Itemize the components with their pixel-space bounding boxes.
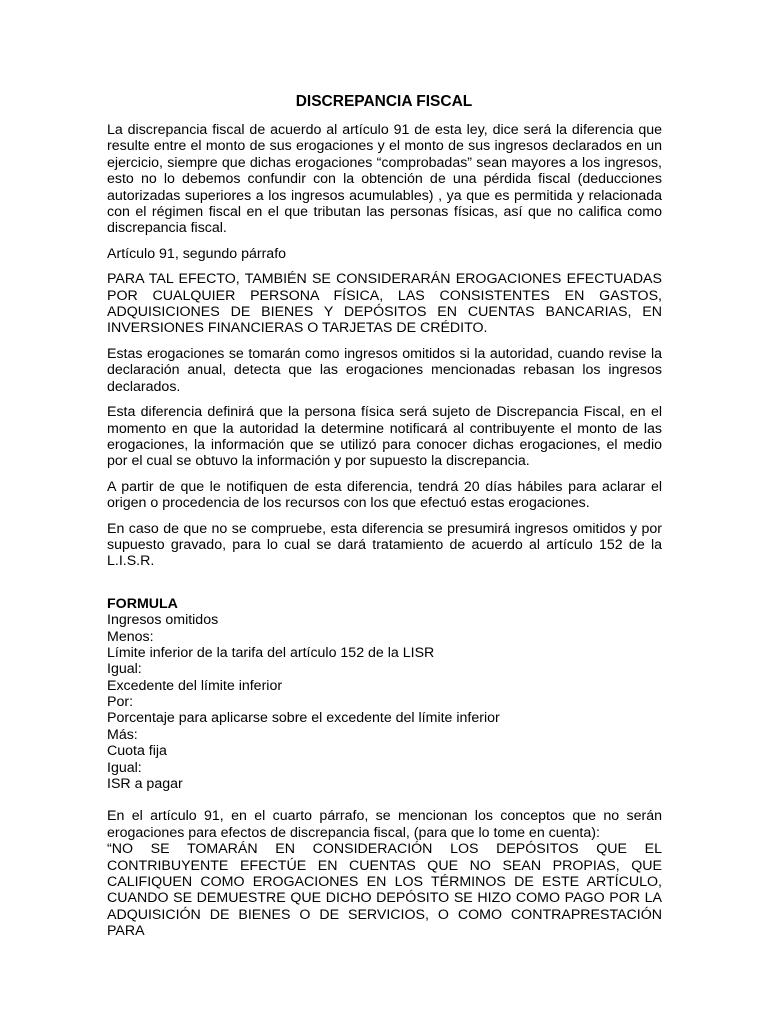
paragraph-treatment: En caso de que no se compruebe, esta diferencia se presumirá ingresos omitidos y por supuesto gravado, para lo cual se dará tratamiento de acuerdo al artículo 152 de la L.I.S.R. <box>107 520 662 570</box>
formula-line: Porcentaje para aplicarse sobre el excedente del límite inferior <box>107 710 500 727</box>
formula-heading: FORMULA <box>107 595 178 612</box>
paragraph-omitted-income: Estas erogaciones se tomarán como ingresos omitidos si la autoridad, cuando revise la declaración anual, detecta que las erogaciones mencionadas rebasan los ingresos declarados. <box>107 345 662 395</box>
paragraph-definition: La discrepancia fiscal de acuerdo al artículo 91 de esta ley, dice será la diferencia que resulte entre el monto de sus erogaciones y el monto de sus ingresos declarados en un ejercicio, siempre que dichas erogaciones “comprobadas” sean mayores a los ingresos, esto no lo debemos confundir con la obtención de una pérdida fiscal (deducciones autorizadas superiores a los ingresos acumulables) , ya que es permitida y relacionada con el régimen fiscal en el que tributan las personas físicas, así que no califica como discrepancia fiscal. <box>107 122 662 237</box>
paragraph-deposits-quote: “NO SE TOMARÁN EN CONSIDERACIÓN LOS DEPÓSITOS QUE EL CONTRIBUYENTE EFECTÚE EN CUENTAS QUE NO SEAN PROPIAS, QUE CALIFIQUEN COMO EROGACIONES EN LOS TÉRMINOS DE ESTE ARTÍCULO, CUANDO SE DEMUESTRE QUE DICHO DEPÓSITO SE HIZO COMO PAGO POR LA ADQUISICIÓN DE BIENES O DE SERVICIOS, O COMO CONTRAPRESTACIÓN PARA <box>107 841 662 940</box>
formula-line: Más: <box>107 726 138 743</box>
formula-line: Límite inferior de la tarifa del artículo 152 de la LISR <box>107 644 435 661</box>
formula-line: Por: <box>107 694 134 711</box>
formula-line: Cuota fija <box>107 743 167 760</box>
formula-line: Ingresos omitidos <box>107 612 219 629</box>
paragraph-deadline: A partir de que le notifiquen de esta diferencia, tendrá 20 días hábiles para aclarar el origen o procedencia de los recursos con los que efectuó estas erogaciones. <box>107 478 662 512</box>
formula-block <box>107 596 662 793</box>
paragraph-article-quote: PARA TAL EFECTO, TAMBIÉN SE CONSIDERARÁN EROGACIONES EFECTUADAS POR CUALQUIER PERSONA FÍSICA, LAS CONSISTENTES EN GASTOS, ADQUISICIONES DE BIENES Y DEPÓSITOS EN CUENTAS BANCARIAS, EN INVERSIONES FINANCIERAS O TARJETAS DE CRÉDITO. <box>107 271 662 337</box>
formula-line: Igual: <box>107 661 142 678</box>
paragraph-article-reference: Artículo 91, segundo párrafo <box>107 245 287 262</box>
formula-line: Menos: <box>107 628 154 645</box>
formula-line: Igual: <box>107 759 142 776</box>
paragraph-fourth-paragraph: En el artículo 91, en el cuarto párrafo, se mencionan los conceptos que no serán erogaciones para efectos de discrepancia fiscal, (para que lo tome en cuenta): <box>107 808 662 841</box>
formula-line: Excedente del límite inferior <box>107 677 283 694</box>
closing-section <box>107 808 662 939</box>
paragraph-determination: Esta diferencia definirá que la persona física será sujeto de Discrepancia Fiscal, en el momento en que la autoridad la determine notificará al contribuyente el monto de las erogaciones, la información que se utilizó para conocer dichas erogaciones, el medio por el cual se obtuvo la información y por supuesto la discrepancia. <box>107 404 662 470</box>
document-body <box>107 122 662 940</box>
formula-line: ISR a pagar <box>107 776 183 793</box>
document-title: DISCREPANCIA FISCAL <box>295 93 473 110</box>
